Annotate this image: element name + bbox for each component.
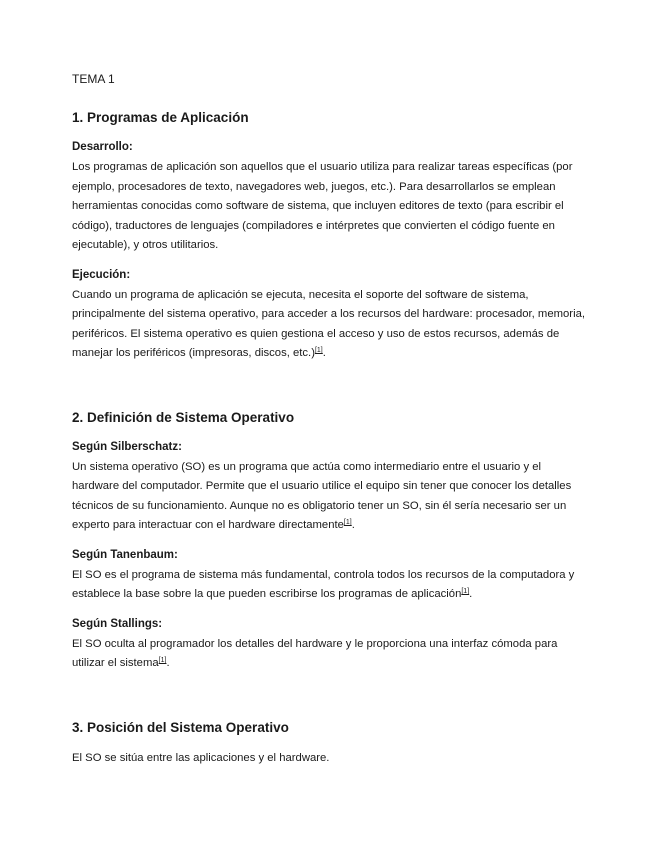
paragraph-tanenbaum: El SO es el programa de sistema más fundamental, controla todos los recursos de la computadora y establece la base sobre la que pueden escribirse los programas de aplicación[1]. xyxy=(72,568,575,600)
paragraph-silberschatz: Un sistema operativo (SO) es un programa que actúa como intermediario entre el usuario y el hardware del computador. Permite que el usuario utilice el equipo sin tener que conocer los detalles técnicos de su funcionamiento. Aunque no es obligatorio tener un SO, sin él sería necesario ser un experto para interactuar con el hardware directamente[1]. xyxy=(72,460,572,531)
reference-link[interactable]: [1] xyxy=(461,588,470,595)
section-posicion-sistema-operativo xyxy=(72,719,585,769)
section-title: 2. Definición de Sistema Operativo xyxy=(72,409,295,425)
section-title: 1. Programas de Aplicación xyxy=(72,110,249,125)
paragraph-desarrollo: Los programas de aplicación son aquellos que el usuario utiliza para realizar tareas específicas (por ejemplo, procesadores de texto, navegadores web, juegos, etc.). Para desarrollarlos se emplean herramientas conocidas como software de sistema, que incluyen editores de texto (para escribir el código), traductores de lenguajes (compiladores e intérpretes que convierten el código fuente en ejecutable), y otros utilitarios. xyxy=(72,161,573,251)
subtitle-silberschatz: Según Silberschatz: xyxy=(72,440,182,453)
section-programas-de-aplicacion xyxy=(72,109,585,364)
reference-link[interactable]: [1] xyxy=(158,657,167,664)
subtitle-ejecucion: Ejecución: xyxy=(72,268,131,281)
reference-link[interactable]: [1] xyxy=(314,347,323,354)
paragraph-posicion: El SO se sitúa entre las aplicaciones y el hardware. xyxy=(72,751,330,764)
subtitle-desarrollo: Desarrollo: xyxy=(72,141,133,153)
paragraph-stallings: El SO oculta al programador los detalles del hardware y le proporciona una interfaz cómoda para utilizar el sistema[1]. xyxy=(72,637,558,669)
subtitle-tanenbaum: Según Tanenbaum: xyxy=(72,548,178,561)
document-header: TEMA 1 xyxy=(72,72,115,86)
section-definicion-sistema-operativo xyxy=(72,409,585,674)
reference-link[interactable]: [1] xyxy=(343,519,352,526)
section-title: 3. Posición del Sistema Operativo xyxy=(72,719,289,735)
paragraph-ejecucion: Cuando un programa de aplicación se ejecuta, necesita el soporte del software de sistema, principalmente del sistema operativo, para acceder a los recursos del hardware: procesador, memoria, periféricos. El sistema operativo es quien gestiona el acceso y uso de estos recursos, además de manejar los periféricos (impresoras, discos, etc.)[1]. xyxy=(72,288,586,359)
subtitle-stallings: Según Stallings: xyxy=(72,617,163,630)
